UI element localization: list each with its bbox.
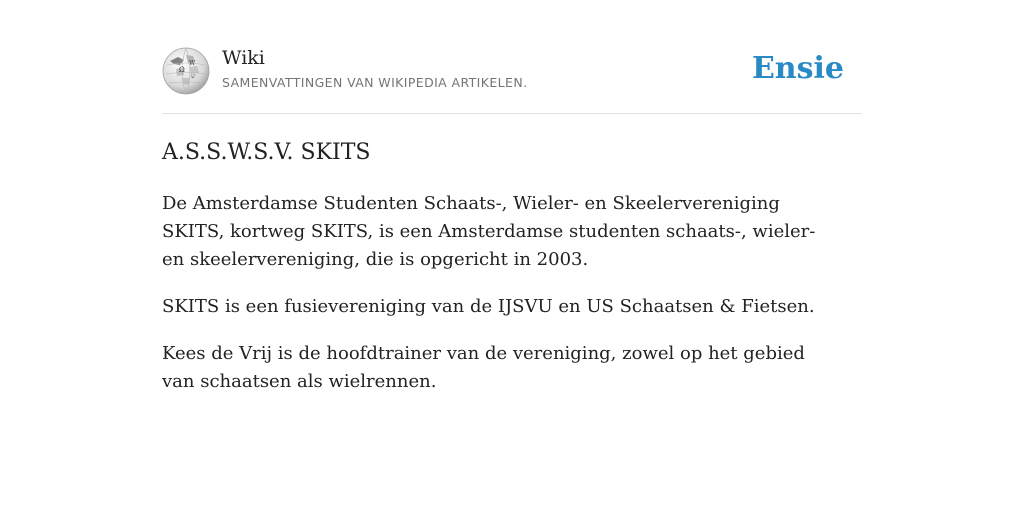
- article-title: A.S.S.W.S.V. SKITS: [162, 140, 371, 165]
- brand-logo[interactable]: Ensie: [751, 51, 844, 86]
- svg-text:ש: ש: [191, 73, 196, 80]
- header-divider: [162, 113, 862, 114]
- site-name[interactable]: Wiki: [222, 47, 265, 69]
- site-header: [162, 46, 862, 98]
- svg-text:W: W: [189, 60, 196, 67]
- svg-text:Ω: Ω: [179, 66, 185, 74]
- article-paragraph: De Amsterdamse Studenten Schaats-, Wieler- en Skeelervereniging SKITS, kortweg SKITS, is een Amsterdamse studenten schaats-, wieler- en skeelervereniging, die is opgericht in 2003.: [162, 193, 816, 270]
- article-body: [162, 190, 822, 415]
- article-paragraph: Kees de Vrij is de hoofdtrainer van de vereniging, zowel op het gebied van schaatsen als wielrennen.: [162, 343, 805, 392]
- article-paragraph: SKITS is een fusievereniging van de IJSVU en US Schaatsen & Fietsen.: [162, 296, 815, 317]
- wikipedia-globe-icon[interactable]: [162, 47, 210, 95]
- site-tagline: SAMENVATTINGEN VAN WIKIPEDIA ARTIKELEN.: [222, 75, 528, 90]
